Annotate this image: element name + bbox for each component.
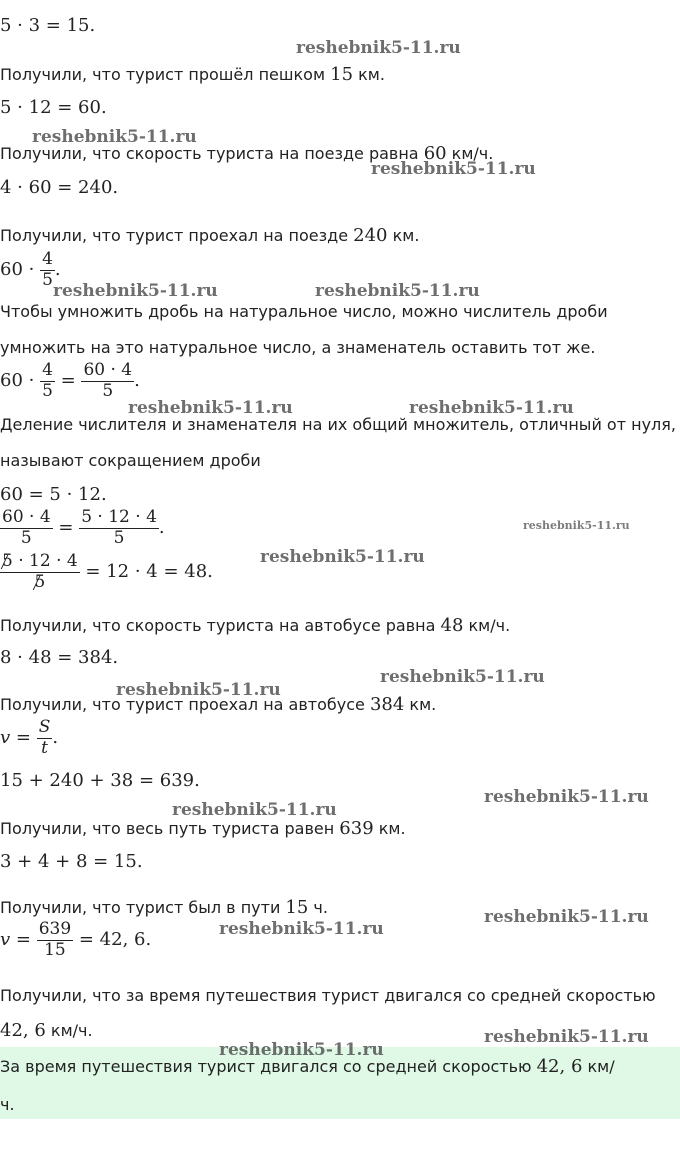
answer-line2: ч. <box>0 1095 15 1114</box>
watermark: reshebnik5-11.ru <box>32 127 197 147</box>
watermark: reshebnik5-11.ru <box>172 800 337 820</box>
equation-total-time: 3 + 4 + 8 = 15. <box>0 851 143 872</box>
expression-fraction-multiply: 60 · $\frac{4}{5}$ = $\frac{60 \cdot 4}{5}$ . <box>0 360 140 401</box>
result-train-distance: Получили, что турист проехал на поезде 240 км. <box>0 225 420 246</box>
watermark: reshebnik5-11.ru <box>315 281 480 301</box>
fraction: $\frac{60 \cdot 4}{5}$ <box>83 360 133 401</box>
watermark: reshebnik5-11.ru <box>523 519 630 532</box>
watermark: reshebnik5-11.ru <box>484 787 649 807</box>
fraction: $\frac{4}{5}$ <box>42 360 53 401</box>
fraction: $\frac{5 \cdot 12 \cdot 4}{5}$ <box>81 507 157 548</box>
result-total-time: Получили, что турист был в пути 15 ч. <box>0 897 328 918</box>
result-walk-distance: Получили, что турист прошёл пешком 15 км. <box>0 64 385 85</box>
definition-text-line2: называют сокращением дроби <box>0 451 261 470</box>
result-bus-distance: Получили, что турист проехал на автобусе 384 км. <box>0 694 437 715</box>
fraction: $\frac{S}{t}$ <box>38 717 51 758</box>
watermark: reshebnik5-11.ru <box>371 159 536 179</box>
equation-bus-distance: 8 · 48 = 384. <box>0 647 119 668</box>
equation-walk-distance: 5 · 3 = 15. <box>0 15 96 36</box>
watermark: reshebnik5-11.ru <box>409 398 574 418</box>
result-bus-speed: Получили, что скорость туриста на автобусе равна 48 км/ч. <box>0 615 511 636</box>
watermark: reshebnik5-11.ru <box>260 547 425 567</box>
result-total-distance: Получили, что весь путь туриста равен 639 км. <box>0 818 406 839</box>
result-average-speed-line2: 42, 6 км/ч. <box>0 1020 93 1041</box>
watermark: reshebnik5-11.ru <box>219 919 384 939</box>
expression-bus-speed: 60 · $\frac{4}{5}$ . <box>0 249 61 290</box>
expression-factored-fraction: $\frac{60 \cdot 4}{5}$ = $\frac{5 \cdot 12 \cdot 4}{5}$ . <box>2 507 165 548</box>
watermark: reshebnik5-11.ru <box>219 1040 384 1060</box>
result-average-speed-line1: Получили, что за время путешествия турист двигался со средней скоростью <box>0 986 656 1005</box>
definition-text-line1: Деление числителя и знаменателя на их общий множитель, отличный от нуля, <box>0 415 676 434</box>
answer-line1: За время путешествия турист двигался со средней скоростью 42, 6 км/ <box>0 1056 615 1077</box>
rule-text-line1: Чтобы умножить дробь на натуральное число, можно числитель дроби <box>0 302 608 321</box>
equation-average-speed: v = $\frac{639}{15}$ = 42, 6. <box>0 919 152 960</box>
watermark: reshebnik5-11.ru <box>484 907 649 927</box>
fraction: $\frac{639}{15}$ <box>38 919 72 960</box>
equation-factor: 60 = 5 · 12. <box>0 484 107 505</box>
formula-speed: v = $\frac{S}{t}$ . <box>0 717 59 758</box>
equation-train-speed: 5 · 12 = 60. <box>0 97 107 118</box>
watermark: reshebnik5-11.ru <box>128 398 293 418</box>
equation-total-distance: 15 + 240 + 38 = 639. <box>0 770 200 791</box>
fraction: $\frac{5 \cdot 12 \cdot 4}{5}$ <box>2 551 78 592</box>
watermark: reshebnik5-11.ru <box>53 281 218 301</box>
expression-cancelled-fraction: $\frac{5 \cdot 12 \cdot 4}{5}$ = 12 · 4 = 48. <box>2 551 213 592</box>
equation-train-distance: 4 · 60 = 240. <box>0 177 119 198</box>
watermark: reshebnik5-11.ru <box>116 680 281 700</box>
watermark: reshebnik5-11.ru <box>296 38 461 58</box>
rule-text-line2: умножить на это натуральное число, а знаменатель оставить тот же. <box>0 338 596 357</box>
result-train-speed: Получили, что скорость туриста на поезде равна 60 км/ч. <box>0 143 494 164</box>
watermark: reshebnik5-11.ru <box>380 667 545 687</box>
fraction: $\frac{60 \cdot 4}{5}$ <box>2 507 51 548</box>
fraction: $\frac{4}{5}$ <box>42 249 53 290</box>
watermark: reshebnik5-11.ru <box>484 1027 649 1047</box>
